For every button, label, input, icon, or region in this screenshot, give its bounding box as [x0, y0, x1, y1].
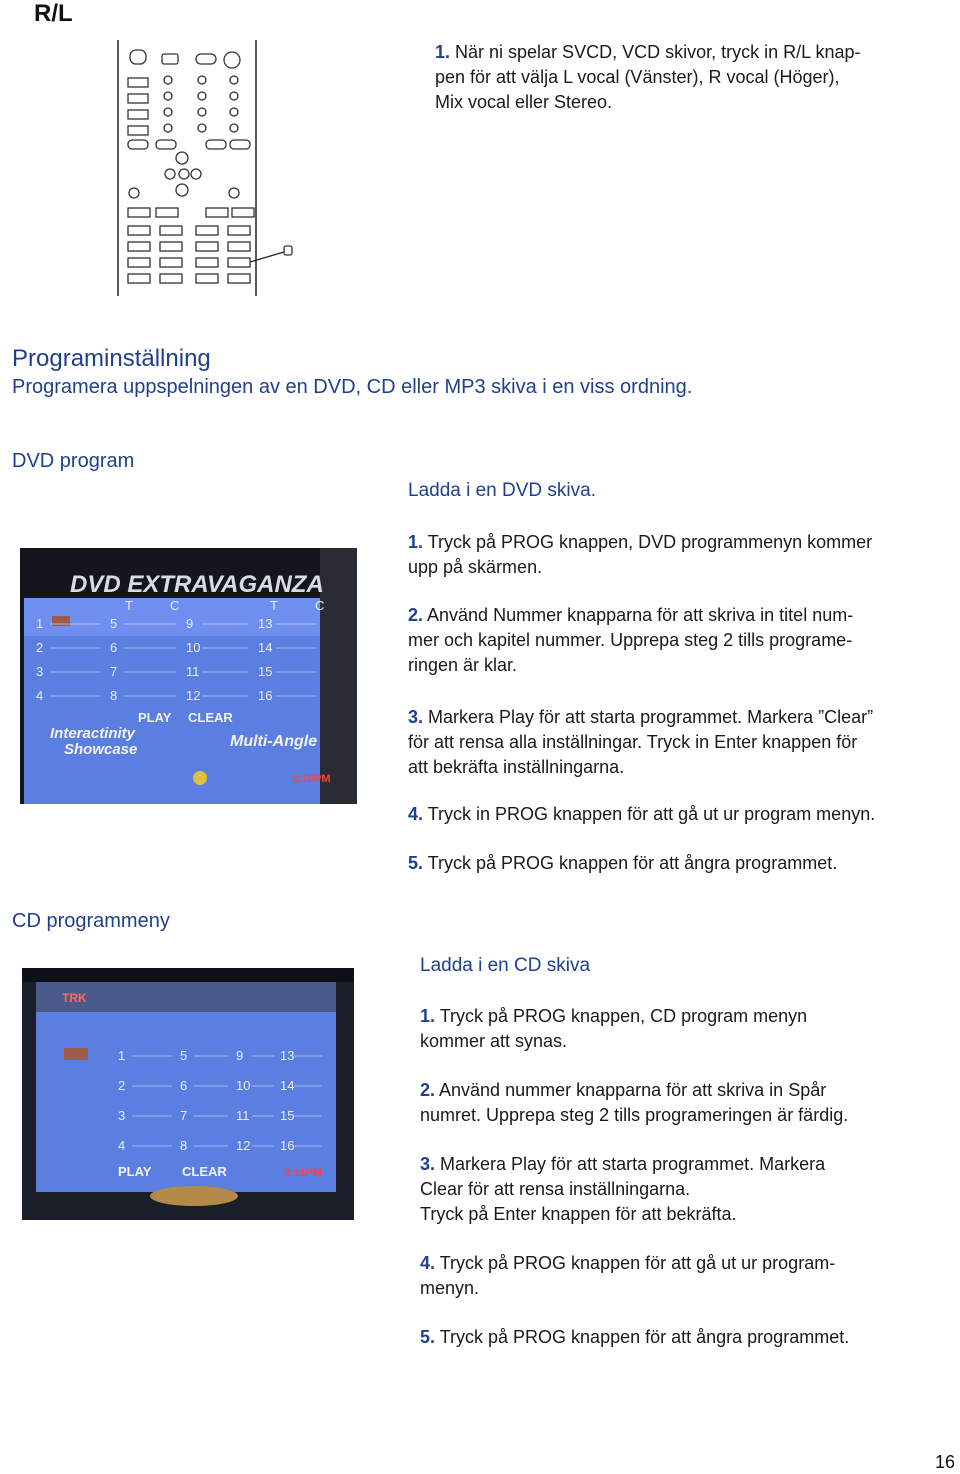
dvd-step-4 — [408, 802, 948, 827]
grid-cell: 10 — [186, 640, 201, 655]
step-text: att bekräfta inställningarna. — [408, 757, 625, 777]
step-number: 5. — [420, 1327, 436, 1347]
remote-control-icon — [112, 38, 302, 300]
grid-cell: 4 — [118, 1138, 126, 1153]
step-text: Tryck in PROG knappen för att gå ut ur program menyn. — [423, 804, 876, 824]
dvd-screen-image — [20, 548, 357, 804]
cd-load-instruction: Ladda i en CD skiva — [420, 955, 591, 976]
grid-cell: 9 — [236, 1048, 244, 1063]
step-number: 3. — [420, 1154, 436, 1174]
grid-cell: 11 — [186, 664, 200, 679]
step-text: Markera Play för att starta programmet. Markera ”Clear” — [423, 707, 874, 727]
step-number: 1. — [435, 42, 451, 62]
section-subtitle-program: Programera uppspelningen av en DVD, CD eller MP3 skiva i en viss ordning. — [12, 376, 693, 398]
step-text: Tryck på PROG knappen, DVD programmenyn kommer — [423, 532, 873, 552]
cd-step-4 — [420, 1251, 940, 1301]
step-number: 2. — [420, 1080, 436, 1100]
col-header: C — [315, 598, 325, 613]
dvd-load-instruction: Ladda i en DVD skiva. — [408, 480, 596, 501]
grid-cell: 1 — [118, 1048, 126, 1063]
subsection-heading-dvd: DVD program — [12, 450, 135, 472]
grid-cell: 3 — [118, 1108, 126, 1123]
grid-cell: 10 — [236, 1078, 251, 1093]
overlay-text-left: Showcase — [64, 741, 138, 758]
step-text: Använd nummer knapparna för att skriva in Spår — [435, 1080, 827, 1100]
step-text: mer och kapitel nummer. Upprepa steg 2 tills programe- — [408, 630, 853, 650]
subsection-heading-cd: CD programmeny — [12, 910, 170, 932]
track-header: TRK — [62, 991, 87, 1005]
dvd-step-1 — [408, 530, 948, 580]
step-text: Clear för att rensa inställningarna. — [420, 1179, 691, 1199]
cd-program-screenshot — [22, 968, 354, 1220]
overlay-text-left: Interactinity — [50, 725, 136, 742]
col-header: C — [170, 598, 180, 613]
grid-cell: 8 — [180, 1138, 188, 1153]
clear-label: CLEAR — [188, 710, 233, 725]
grid-cell: 5 — [180, 1048, 188, 1063]
col-header: T — [125, 598, 133, 613]
step-text: menyn. — [420, 1278, 480, 1298]
step-number: 5. — [408, 853, 424, 873]
grid-cell: 14 — [280, 1078, 295, 1093]
step-number: 2. — [408, 605, 424, 625]
dvd-banner: DVD EXTRAVAGANZA — [70, 571, 324, 598]
step-text: pen för att välja L vocal (Vänster), R vocal (Höger), — [435, 67, 840, 87]
grid-cell: 15 — [258, 664, 273, 679]
grid-cell: 7 — [180, 1108, 188, 1123]
step-text: för att rensa alla inställningar. Tryck in Enter knappen för — [408, 732, 858, 752]
step-text: upp på skärmen. — [408, 557, 543, 577]
grid-cell: 7 — [110, 664, 118, 679]
cd-screen-image — [22, 968, 354, 1220]
grid-cell: 12 — [186, 688, 201, 703]
step-text: Tryck på PROG knappen för att ångra programmet. — [423, 853, 838, 873]
step-number: 1. — [408, 532, 424, 552]
grid-cell: 6 — [110, 640, 118, 655]
grid-cell: 16 — [258, 688, 273, 703]
step-text: När ni spelar SVCD, VCD skivor, tryck in R/L knap- — [450, 42, 861, 62]
cd-step-3 — [420, 1152, 940, 1227]
grid-cell: 8 — [110, 688, 118, 703]
play-label: PLAY — [138, 710, 172, 725]
grid-cell: 3 — [36, 664, 44, 679]
dvd-step-3 — [408, 705, 948, 780]
section-heading-rl: R/L — [34, 0, 73, 27]
grid-cell: 15 — [280, 1108, 295, 1123]
overlay-text-right: Multi-Angle — [230, 733, 318, 750]
time-label: 3:11PM — [284, 1167, 322, 1179]
cd-step-2 — [420, 1078, 940, 1128]
grid-cell: 12 — [236, 1138, 251, 1153]
step-number: 4. — [420, 1253, 436, 1273]
grid-cell: 5 — [110, 616, 118, 631]
remote-control-illustration — [112, 38, 302, 300]
dvd-step-5 — [408, 851, 948, 876]
step-text: Använd Nummer knapparna för att skriva in titel num- — [423, 605, 854, 625]
step-text: Tryck på Enter knappen för att bekräfta. — [420, 1204, 737, 1224]
section-heading-program: Programinställning — [12, 345, 211, 372]
cd-step-1 — [420, 1004, 940, 1054]
grid-cell: 2 — [36, 640, 44, 655]
grid-cell: 13 — [258, 616, 273, 631]
grid-cell: 4 — [36, 688, 44, 703]
step-text: Tryck på PROG knappen för att gå ut ur program- — [435, 1253, 836, 1273]
rl-step-1 — [435, 40, 935, 115]
page-number: 16 — [935, 1452, 956, 1472]
grid-cell: 14 — [258, 640, 273, 655]
logo-icon — [193, 771, 207, 785]
step-text: ringen är klar. — [408, 655, 518, 675]
grid-cell: 6 — [180, 1078, 188, 1093]
grid-cell: 13 — [280, 1048, 295, 1063]
step-text: Markera Play för att starta programmet. Markera — [435, 1154, 826, 1174]
grid-cell: 11 — [236, 1108, 250, 1123]
dvd-program-screenshot — [20, 548, 357, 804]
grid-cell: 16 — [280, 1138, 295, 1153]
step-text: Mix vocal eller Stereo. — [435, 92, 613, 112]
step-text: kommer att synas. — [420, 1031, 568, 1051]
step-text: Tryck på PROG knappen, CD program menyn — [435, 1006, 808, 1026]
cd-step-5 — [420, 1325, 940, 1350]
dvd-step-2 — [408, 603, 948, 678]
grid-cell: 2 — [118, 1078, 126, 1093]
play-label: PLAY — [118, 1164, 152, 1179]
grid-cell: 9 — [186, 616, 194, 631]
step-number: 1. — [420, 1006, 436, 1026]
step-number: 4. — [408, 804, 424, 824]
step-text: Tryck på PROG knappen för att ångra programmet. — [435, 1327, 850, 1347]
time-label: 3:10PM — [292, 773, 331, 785]
grid-cell: 1 — [36, 616, 44, 631]
col-header: T — [270, 598, 278, 613]
step-text: numret. Upprepa steg 2 tills programeringen är färdig. — [420, 1105, 849, 1125]
logo-icon — [150, 1186, 238, 1206]
step-number: 3. — [408, 707, 424, 727]
clear-label: CLEAR — [182, 1164, 227, 1179]
